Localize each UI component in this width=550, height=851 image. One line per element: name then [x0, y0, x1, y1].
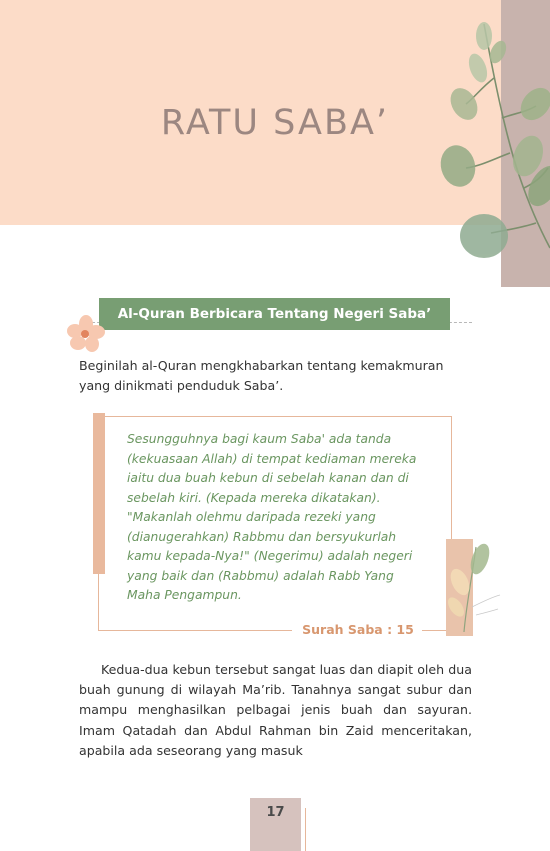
page-number-line — [305, 808, 306, 851]
section-heading: Al-Quran Berbicara Tentang Negeri Saba’ — [99, 298, 450, 330]
quote-text: Sesungguhnya bagi kaum Saba' ada tanda (kekuasaan Allah) di tempat kediaman mereka iaitu dua buah kebun di sebelah kanan dan di sebelah kiri. (Kepada mereka dikatakan). "Makanlah olehmu daripada rezeki yang (dianugerahkan) Rabbmu dan bersyukurlah kamu kepada-Nya!" (Negerimu) adalah negeri yang baik dan (Rabbmu) adalah Rabb Yang Maha Pengampun. — [127, 432, 417, 602]
body-paragraph — [79, 660, 472, 761]
intro-paragraph: Beginilah al-Quran mengkhabarkan tentang kemakmuran yang dinikmati penduduk Saba’. — [79, 358, 444, 393]
page-title: RATU SABA’ — [160, 103, 390, 143]
leaf-sprig-icon — [442, 537, 502, 637]
body-text: Kedua-dua kebun tersebut sangat luas dan diapit oleh dua buah gunung di wilayah Ma’rib. Tanahnya sangat subur dan mampu menghasilkan pelbagai jenis buah dan sayuran. Imam Qatadah dan Abdul Rahman bin Zaid menceritakan, apabila ada seseorang yang masuk — [79, 662, 472, 758]
eucalyptus-leaves-icon — [436, 18, 550, 268]
quote-reference: Surah Saba : 15 — [302, 622, 414, 637]
page-number: 17 — [266, 805, 285, 820]
peach-flower-icon — [66, 315, 106, 353]
quote-accent-bar — [93, 413, 105, 574]
